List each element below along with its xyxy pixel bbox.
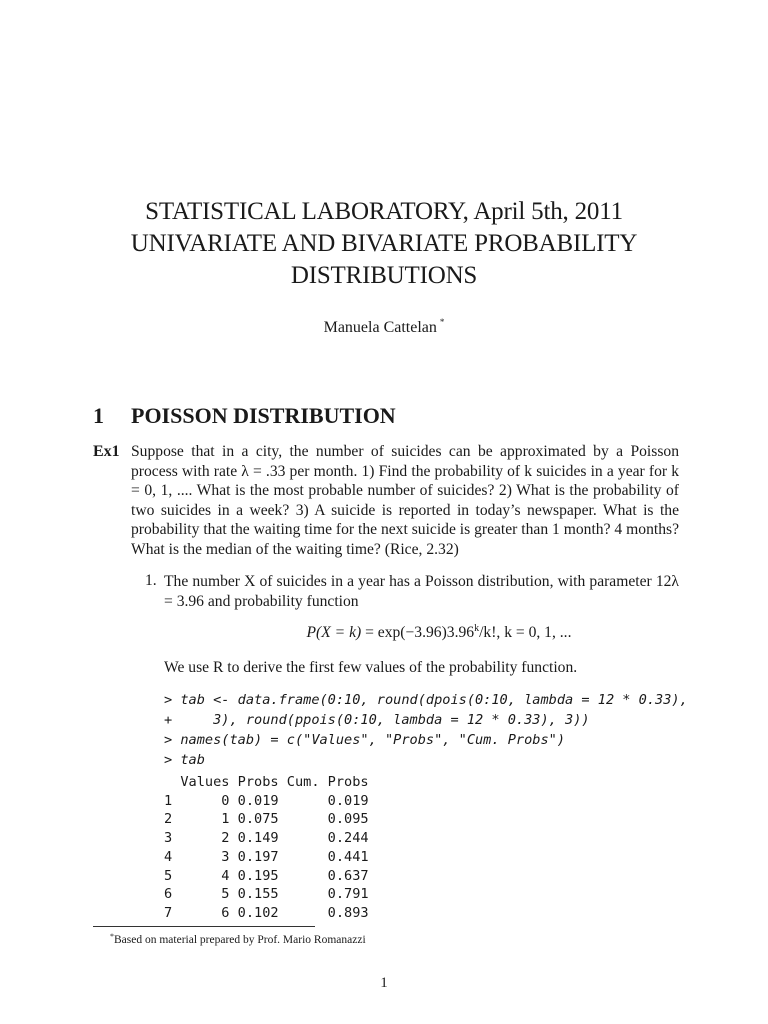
r-code-block xyxy=(164,690,688,770)
code-line: > tab xyxy=(164,752,205,768)
formula-mid: = exp(−3.96)3.96 xyxy=(361,624,475,641)
list-item-number: 1. xyxy=(145,572,157,589)
footnote-rule xyxy=(93,926,315,927)
output-row: 4 3 0.197 0.441 xyxy=(164,848,369,865)
title-line-3: DISTRIBUTIONS xyxy=(290,262,478,289)
code-line: > names(tab) = c("Values", "Probs", "Cum. Probs") xyxy=(164,732,566,748)
author-footnote-mark: * xyxy=(439,317,445,327)
output-row: 3 2 0.149 0.244 xyxy=(164,830,369,847)
section-heading xyxy=(93,403,396,429)
formula-rhs: /k!, k = 0, 1, ... xyxy=(479,624,572,641)
code-line: + 3), round(ppois(0:10, lambda = 12 * 0.33), 3)) xyxy=(164,712,590,728)
output-row: 2 1 0.075 0.095 xyxy=(164,811,369,828)
exercise-label: Ex1 xyxy=(93,443,120,460)
formula-lhs: P(X = k) xyxy=(306,624,362,641)
exercise-text: Suppose that in a city, the number of suicides can be approximated by a Poisson process with rate λ = .33 per month. 1) Find the probability of k suicides in a year for k = 0, 1, .... What is the most probable number of suicides? 2) What is the probability of two suicides in a week? 3) A suicide is reported in today’s newspaper. What is the probability that the waiting time for the next suicide is greater than 1 month? 4 months? What is the median of the waiting time? (Rice, 2.32) xyxy=(131,443,679,558)
output-header: Values Probs Cum. Probs xyxy=(164,774,369,790)
probability-formula xyxy=(0,623,768,642)
section-title: POISSON DISTRIBUTION xyxy=(131,403,396,428)
section-number: 1 xyxy=(93,403,104,428)
title-line-1: STATISTICAL LABORATORY, April 5th, 2011 xyxy=(145,198,623,225)
formula-exponent: k xyxy=(474,623,480,634)
footnote-mark: * xyxy=(110,932,114,941)
output-row: 5 4 0.195 0.637 xyxy=(164,867,369,884)
code-line: > tab <- data.frame(0:10, round(dpois(0:10, lambda = 12 * 0.33), xyxy=(164,692,688,708)
output-row: 7 6 0.102 0.893 xyxy=(164,904,369,921)
author-name: Manuela Cattelan xyxy=(323,319,437,336)
r-intro-text: We use R to derive the first few values of the probability function. xyxy=(164,659,578,676)
title-line-2: UNIVARIATE AND BIVARIATE PROBABILITY xyxy=(130,230,638,257)
footnote-text: Based on material prepared by Prof. Mario Romanazzi xyxy=(114,934,366,946)
output-row: 1 0 0.019 0.019 xyxy=(164,792,369,809)
footnote xyxy=(110,932,366,946)
r-output-table xyxy=(164,773,369,923)
list-item-text: The number X of suicides in a year has a Poisson distribution, with parameter 12λ = 3.96 and probability function xyxy=(164,573,679,610)
author xyxy=(0,317,768,337)
output-row: 6 5 0.155 0.791 xyxy=(164,886,369,903)
page-number: 1 xyxy=(380,975,388,991)
